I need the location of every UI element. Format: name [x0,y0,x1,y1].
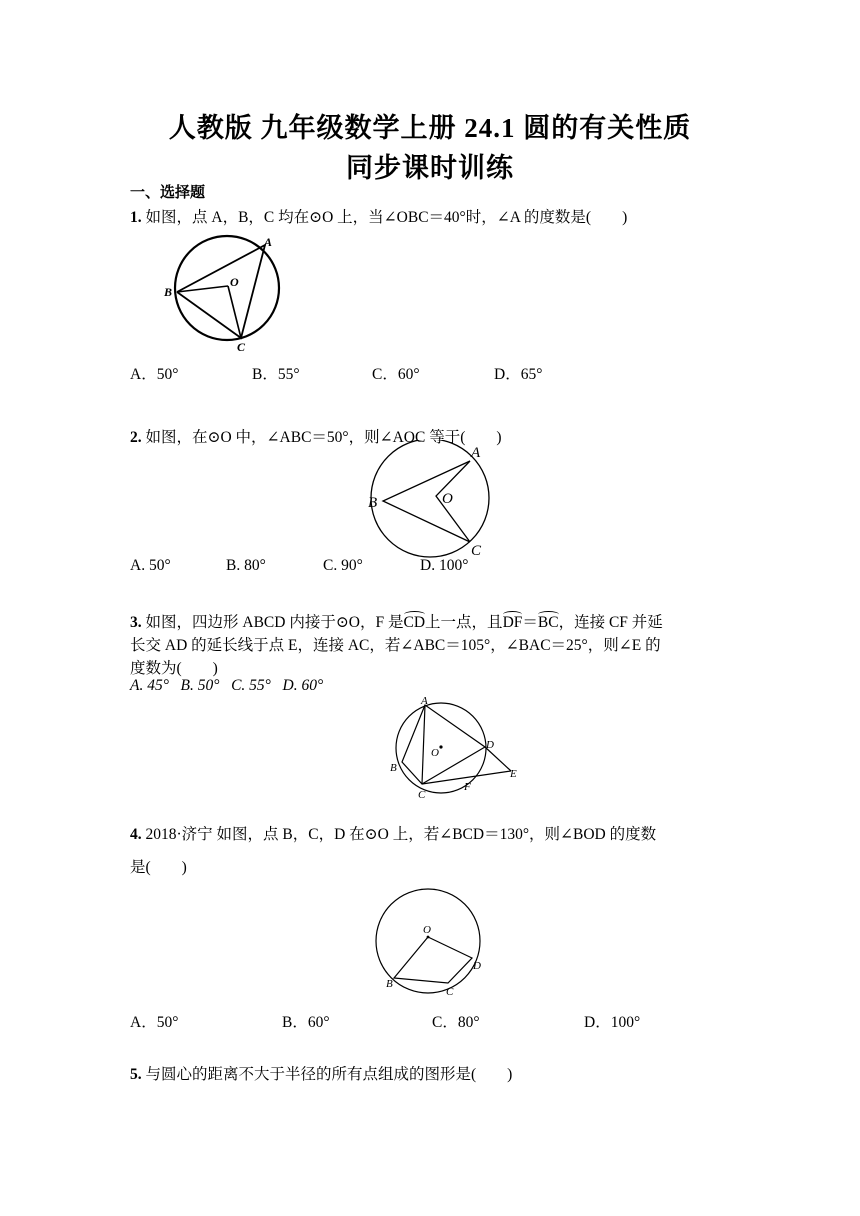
q2-option-c[interactable]: C. 90° [323,557,363,574]
question-2-text: 如图，在⊙O 中，∠ABC＝50°，则∠AOC 等于( ) [145,429,502,446]
q3-segment-ac [422,705,425,784]
q3-options [130,677,323,695]
question-1 [130,205,627,227]
q3-center-dot [439,745,442,748]
q4-label-d: D [473,960,481,972]
q3-label-d: D [486,739,494,751]
q3-label-a: A [421,695,428,707]
q3-option-c[interactable]: C. 55° [231,677,271,694]
question-3-text-c: ＝ [522,614,538,631]
q1-option-d[interactable]: D．65° [494,366,543,383]
q1-option-c[interactable]: C．60° [372,366,420,383]
q3-label-f: F [464,781,471,793]
q2-option-b[interactable]: B. 80° [226,557,266,574]
question-4-number: 4. [130,826,142,843]
question-3-number: 3. [130,614,142,631]
q2-angle-abc [383,461,470,542]
q4-center-dot [427,936,430,939]
question-3-line-2: 长交 AD 的延长线于点 E，连接 AC，若∠ABC＝105°，∠BAC＝25°，则∠E 的 [130,637,661,654]
q4-label-o: O [423,924,431,936]
question-3-figure [385,692,525,804]
q2-label-o: O [442,491,453,507]
question-4-line-1 [130,822,656,844]
q2-option-d[interactable]: D. 100° [420,557,469,574]
question-4-text: 2018·济宁 如图，点 B，C，D 在⊙O 上，若∠BCD＝130°，则∠BOD 的度数 [145,826,657,843]
q1-label-o: O [230,275,239,289]
q3-label-o: O [431,747,439,759]
question-5-text: 与圆心的距离不大于半径的所有点组成的图形是( ) [145,1066,513,1083]
q1-label-c: C [237,340,246,354]
q3-arc-df: DF [502,614,523,631]
q3-label-c: C [418,789,426,801]
q3-option-d[interactable]: D. 60° [282,677,324,694]
q4-label-c: C [446,986,454,998]
question-1-number: 1. [130,209,142,226]
question-3-line-1 [130,610,663,632]
page-title-line1: 人教版 九年级数学上册 24.1 圆的有关性质 [168,113,692,143]
q1-label-a: A [264,235,273,249]
q3-quadrilateral-abcd [402,705,485,784]
question-1-text: 如图，点 A，B，C 均在⊙O 上，当∠OBC＝40°时，∠A 的度数是( ) [145,209,628,226]
q4-option-b[interactable]: B．60° [282,1014,330,1031]
q4-option-a[interactable]: A．50° [130,1014,179,1031]
q3-label-b: B [390,762,397,774]
q4-option-d[interactable]: D．100° [584,1014,641,1031]
question-1-figure [160,228,320,358]
section-heading: 一、选择题 [130,183,206,201]
q4-label-b: B [386,978,393,990]
question-3-text-b: 上一点，且 [425,614,503,631]
question-3-text-a: 如图，四边形 ABCD 内接于⊙O，F 是 [145,614,404,631]
question-2-number: 2. [130,429,142,446]
q4-option-c[interactable]: C．80° [432,1014,480,1031]
q3-option-a[interactable]: A. 45° [130,677,169,694]
q1-option-a[interactable]: A．50° [130,366,179,383]
q4-quadrilateral [394,937,472,983]
question-4-line-2: 是( ) [130,859,187,876]
question-4-figure [370,883,495,1003]
q2-label-c: C [471,543,482,559]
q3-arc-cd: CD [403,614,426,631]
question-3-text-d: ，连接 CF 并延 [558,614,663,631]
question-3-line-3: 度数为( ) [130,660,218,677]
question-2-figure [360,440,500,560]
question-5 [130,1062,512,1084]
q3-arc-bc: BC [537,614,559,631]
page-title-line2: 同步课时训练 [346,153,514,183]
q2-label-b: B [368,495,378,511]
q1-option-b[interactable]: B．55° [252,366,300,383]
q3-option-b[interactable]: B. 50° [180,677,220,694]
q1-label-b: B [164,285,173,299]
q3-label-e: E [510,768,517,780]
question-5-number: 5. [130,1066,142,1083]
q2-option-a[interactable]: A. 50° [130,557,171,574]
q2-label-a: A [471,445,481,461]
